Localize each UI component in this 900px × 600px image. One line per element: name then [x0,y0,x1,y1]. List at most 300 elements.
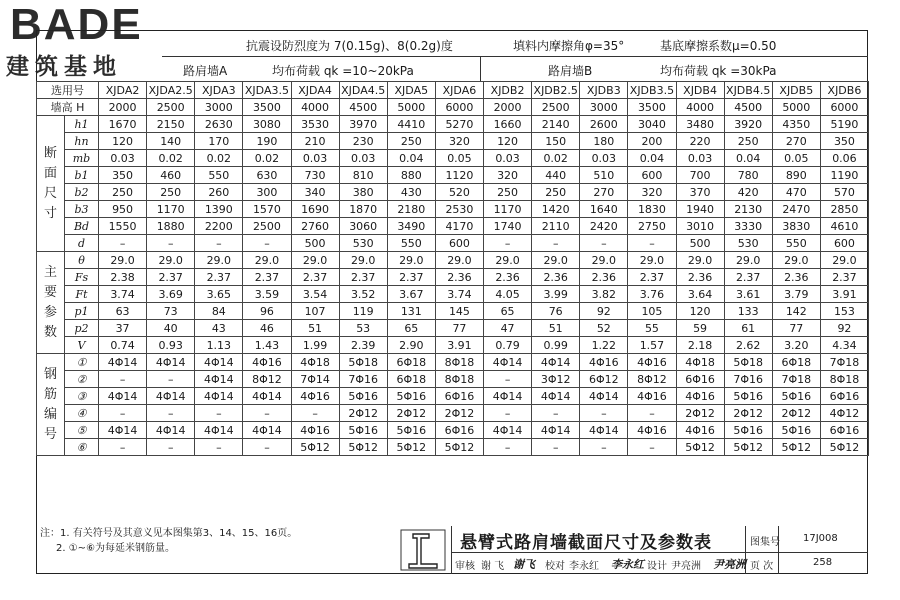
value-cell: 0.03 [580,150,628,167]
value-cell: 2Φ12 [772,405,820,422]
table-row [37,184,869,201]
value-cell: 1940 [676,201,724,218]
value-cell: 63 [99,303,147,320]
symbol-cell: ④ [65,405,99,422]
value-cell: 5Φ12 [387,439,435,456]
value-cell: – [580,235,628,252]
value-cell: 0.05 [772,150,820,167]
value-cell: 1.99 [291,337,339,354]
table-row [37,354,869,371]
value-cell: 2.18 [676,337,724,354]
table-row [37,422,869,439]
value-cell: 4Φ14 [147,388,195,405]
value-cell: 7Φ16 [724,371,772,388]
value-cell: 119 [339,303,387,320]
value-cell: 3.54 [291,286,339,303]
value-cell: 1830 [628,201,676,218]
value-cell: 0.02 [532,150,580,167]
value-cell: 29.0 [243,252,291,269]
height-cell: 4000 [291,99,339,116]
value-cell: 43 [195,320,243,337]
value-cell: 4Φ16 [676,388,724,405]
value-cell: 6Φ18 [772,354,820,371]
value-cell: 320 [628,184,676,201]
value-cell: 5Φ12 [820,439,868,456]
symbol-cell: ③ [65,388,99,405]
value-cell: 3.91 [820,286,868,303]
value-cell: 270 [580,184,628,201]
symbol-cell: p2 [65,320,99,337]
value-cell: 2180 [387,201,435,218]
value-cell: – [147,439,195,456]
table-row [37,167,869,184]
value-cell: 4Φ16 [243,354,291,371]
table-row [37,150,869,167]
symbol-cell: ⑥ [65,439,99,456]
model-cell: XJDB4 [676,82,724,99]
value-cell: 5Φ16 [387,388,435,405]
value-cell: 3490 [387,218,435,235]
value-cell: 350 [820,133,868,150]
model-header-cell: 选用号 [37,82,99,99]
symbol-cell: Fs [65,269,99,286]
value-cell: 65 [387,320,435,337]
value-cell: 630 [243,167,291,184]
value-cell: 200 [628,133,676,150]
value-cell: 4Φ14 [195,354,243,371]
value-cell: – [243,235,291,252]
value-cell: 4Φ14 [580,388,628,405]
value-cell: 2.37 [291,269,339,286]
value-cell: 4Φ14 [147,354,195,371]
value-cell: 5Φ16 [339,388,387,405]
symbol-cell: ① [65,354,99,371]
value-cell: 2.37 [724,269,772,286]
proofread-label: 校对 [545,561,565,572]
logo-subtitle: 建筑基地 [6,53,122,80]
value-cell: 6Φ16 [820,388,868,405]
proofreader-signature: 李永红 [611,558,644,571]
value-cell: 2Φ12 [676,405,724,422]
value-cell: 0.03 [484,150,532,167]
value-cell: 4Φ16 [580,354,628,371]
value-cell: 76 [532,303,580,320]
symbol-cell: b1 [65,167,99,184]
value-cell: 5Φ18 [339,354,387,371]
value-cell: 29.0 [99,252,147,269]
value-cell: 5Φ12 [291,439,339,456]
height-cell: 2500 [532,99,580,116]
value-cell: 5Φ16 [772,388,820,405]
value-cell: – [147,405,195,422]
value-cell: 6Φ18 [387,371,435,388]
value-cell: 53 [339,320,387,337]
atlas-number-label: 图集号 [750,537,780,548]
value-cell: 430 [387,184,435,201]
value-cell: 142 [772,303,820,320]
value-cell: – [243,405,291,422]
group-label-cell: 钢 筋 编 号 [37,354,65,456]
value-cell: 4Φ14 [532,388,580,405]
value-cell: 3830 [772,218,820,235]
value-cell: 170 [195,133,243,150]
value-cell: 3.20 [772,337,820,354]
symbol-cell: θ [65,252,99,269]
value-cell: 1420 [532,201,580,218]
value-cell: 140 [147,133,195,150]
value-cell: 2.36 [532,269,580,286]
value-cell: 1690 [291,201,339,218]
table-row [37,371,869,388]
value-cell: 2110 [532,218,580,235]
height-cell: 3000 [580,99,628,116]
value-cell: 4Φ14 [484,422,532,439]
design-label: 设计 [647,561,667,572]
reviewer-name: 谢 飞 [481,561,505,572]
value-cell: 2.37 [339,269,387,286]
value-cell: 29.0 [580,252,628,269]
height-header-cell: 墙高 H [37,99,99,116]
value-cell: 2.36 [772,269,820,286]
value-cell: 61 [724,320,772,337]
value-cell: 460 [147,167,195,184]
value-cell: 4Φ16 [628,422,676,439]
value-cell: 4Φ14 [580,422,628,439]
value-cell: 3.69 [147,286,195,303]
height-row [37,99,869,116]
value-cell: 1.43 [243,337,291,354]
symbol-cell: p1 [65,303,99,320]
wall-b-label: 路肩墙B [548,64,593,78]
value-cell: 105 [628,303,676,320]
value-cell: 0.03 [676,150,724,167]
table-row [37,133,869,150]
value-cell: 3.79 [772,286,820,303]
load-a-label: 均布荷载 qk =10~20kPa [272,64,414,78]
wall-section-icon [399,528,447,572]
value-cell: 84 [195,303,243,320]
value-cell: 5Φ16 [724,422,772,439]
value-cell: 420 [724,184,772,201]
value-cell: 270 [772,133,820,150]
height-cell: 4000 [676,99,724,116]
value-cell: 5Φ18 [724,354,772,371]
value-cell: 7Φ18 [772,371,820,388]
value-cell: 4Φ14 [99,388,147,405]
value-cell: 3040 [628,116,676,133]
value-cell: 1.22 [580,337,628,354]
value-cell: 2.37 [147,269,195,286]
symbol-cell: hn [65,133,99,150]
value-cell: 5Φ12 [339,439,387,456]
model-row [37,82,869,99]
value-cell: 1390 [195,201,243,218]
fill-friction-angle-text: 填料内摩擦角φ=35° [513,39,625,53]
value-cell: 4610 [820,218,868,235]
value-cell: 4Φ18 [291,354,339,371]
value-cell: 2.38 [99,269,147,286]
value-cell: 5Φ16 [724,388,772,405]
value-cell: 4Φ14 [195,422,243,439]
value-cell: 133 [724,303,772,320]
value-cell: 1870 [339,201,387,218]
base-friction-text: 基底摩擦系数μ=0.50 [660,39,777,53]
value-cell: 510 [580,167,628,184]
value-cell: 4Φ16 [291,388,339,405]
value-cell: – [99,235,147,252]
value-cell: 4Φ16 [628,354,676,371]
model-cell: XJDB3 [580,82,628,99]
value-cell: 530 [339,235,387,252]
value-cell: 0.05 [435,150,483,167]
height-cell: 2000 [484,99,532,116]
value-cell: 29.0 [291,252,339,269]
value-cell: 96 [243,303,291,320]
value-cell: 2470 [772,201,820,218]
value-cell: 2130 [724,201,772,218]
table-row [37,337,869,354]
value-cell: 250 [532,184,580,201]
value-cell: 29.0 [339,252,387,269]
value-cell: – [484,439,532,456]
value-cell: – [147,235,195,252]
value-cell: 3.99 [532,286,580,303]
symbol-cell: Ft [65,286,99,303]
value-cell: 470 [772,184,820,201]
value-cell: 4Φ14 [243,422,291,439]
table-row [37,286,869,303]
value-cell: 880 [387,167,435,184]
value-cell: 5Φ16 [339,422,387,439]
value-cell: – [628,439,676,456]
symbol-cell: V [65,337,99,354]
value-cell: 320 [435,133,483,150]
model-cell: XJDA4 [291,82,339,99]
model-cell: XJDA3 [195,82,243,99]
symbol-cell: Bd [65,218,99,235]
value-cell: 250 [484,184,532,201]
value-cell: 2.37 [628,269,676,286]
value-cell: 2530 [435,201,483,218]
value-cell: – [484,235,532,252]
value-cell: 4Φ14 [195,388,243,405]
value-cell: 6Φ16 [435,422,483,439]
value-cell: 4Φ14 [532,354,580,371]
value-cell: 4Φ18 [676,354,724,371]
value-cell: 47 [484,320,532,337]
value-cell: 73 [147,303,195,320]
value-cell: 29.0 [387,252,435,269]
value-cell: 29.0 [195,252,243,269]
height-cell: 2000 [99,99,147,116]
value-cell: 4Φ16 [676,422,724,439]
value-cell: 8Φ18 [435,371,483,388]
value-cell: 5190 [820,116,868,133]
value-cell: 810 [339,167,387,184]
value-cell: 5Φ12 [676,439,724,456]
value-cell: 5Φ16 [772,422,820,439]
value-cell: 5Φ12 [724,439,772,456]
value-cell: 4Φ16 [628,388,676,405]
note-line-1: 注：1. 有关符号及其意义见本图集第3、14、15、16页。 [40,528,298,539]
value-cell: 0.04 [724,150,772,167]
value-cell: 8Φ12 [628,371,676,388]
height-cell: 3500 [243,99,291,116]
value-cell: 2140 [532,116,580,133]
value-cell: 380 [339,184,387,201]
height-cell: 4500 [724,99,772,116]
value-cell: 0.02 [147,150,195,167]
value-cell: 220 [676,133,724,150]
value-cell: 2.37 [820,269,868,286]
value-cell: 1640 [580,201,628,218]
value-cell: 3080 [243,116,291,133]
table-row [37,252,869,269]
value-cell: 2.36 [484,269,532,286]
value-cell: 210 [291,133,339,150]
reviewer-signature: 谢飞 [513,558,535,571]
value-cell: 3.67 [387,286,435,303]
value-cell: 890 [772,167,820,184]
value-cell: 107 [291,303,339,320]
value-cell: 3.52 [339,286,387,303]
value-cell: 6Φ16 [820,422,868,439]
table-row [37,439,869,456]
designer-signature: 尹亮洲 [713,558,746,571]
value-cell: 0.02 [243,150,291,167]
value-cell: 550 [387,235,435,252]
value-cell: 730 [291,167,339,184]
value-cell: 8Φ12 [243,371,291,388]
value-cell: 2.37 [387,269,435,286]
value-cell: 4Φ14 [99,422,147,439]
height-cell: 2500 [147,99,195,116]
value-cell: 260 [195,184,243,201]
value-cell: 6Φ16 [676,371,724,388]
value-cell: 0.06 [820,150,868,167]
value-cell: 2600 [580,116,628,133]
table-row [37,218,869,235]
value-cell: 4Φ14 [195,371,243,388]
value-cell: – [291,405,339,422]
value-cell: 65 [484,303,532,320]
value-cell: 250 [147,184,195,201]
value-cell: 180 [580,133,628,150]
value-cell: 1120 [435,167,483,184]
value-cell: 2Φ12 [339,405,387,422]
value-cell: 4Φ14 [147,422,195,439]
value-cell: 5Φ16 [387,422,435,439]
value-cell: 3060 [339,218,387,235]
value-cell: 3.74 [435,286,483,303]
notes [40,526,297,556]
value-cell: 4410 [387,116,435,133]
value-cell: – [195,405,243,422]
value-cell: 4Φ14 [484,388,532,405]
table-row [37,405,869,422]
value-cell: 7Φ16 [339,371,387,388]
value-cell: – [580,439,628,456]
value-cell: 0.04 [387,150,435,167]
value-cell: 1660 [484,116,532,133]
value-cell: 2.37 [243,269,291,286]
value-cell: 230 [339,133,387,150]
value-cell: 29.0 [628,252,676,269]
note-line-2: 2. ①~⑥为每延米钢筋量。 [56,543,176,554]
value-cell: 2.90 [387,337,435,354]
table-row [37,235,869,252]
value-cell: 500 [291,235,339,252]
value-cell: 2.36 [435,269,483,286]
value-cell: – [99,439,147,456]
value-cell: 0.03 [339,150,387,167]
value-cell: 340 [291,184,339,201]
table-row [37,388,869,405]
value-cell: 3330 [724,218,772,235]
value-cell: – [484,371,532,388]
value-cell: 29.0 [435,252,483,269]
value-cell: 2420 [580,218,628,235]
value-cell: 0.74 [99,337,147,354]
value-cell: 350 [99,167,147,184]
model-cell: XJDB3.5 [629,83,675,97]
value-cell: 2.39 [339,337,387,354]
group-label-cell: 主 要 参 数 [37,252,65,354]
value-cell: 600 [435,235,483,252]
value-cell: 550 [772,235,820,252]
value-cell: – [532,439,580,456]
value-cell: 3.74 [99,286,147,303]
symbol-cell: h1 [65,116,99,133]
value-cell: 29.0 [532,252,580,269]
model-cell: XJDA3.5 [243,82,291,99]
model-cell: XJDB2.5 [533,83,578,97]
value-cell: 0.99 [532,337,580,354]
value-cell: 0.03 [291,150,339,167]
height-cell: 3500 [628,99,676,116]
value-cell: 1.13 [195,337,243,354]
value-cell: 46 [243,320,291,337]
wall-a-label: 路肩墙A [183,64,228,78]
value-cell: 29.0 [820,252,868,269]
value-cell: 3.61 [724,286,772,303]
title-block [393,526,868,574]
value-cell: 3010 [676,218,724,235]
height-cell: 3000 [195,99,243,116]
table-row [37,201,869,218]
model-cell: XJDA4.5 [339,82,387,99]
value-cell: 3480 [676,116,724,133]
drawing-title: 悬臂式路肩墙截面尺寸及参数表 [460,533,712,553]
value-cell: 59 [676,320,724,337]
value-cell: 150 [532,133,580,150]
symbol-cell: d [65,235,99,252]
value-cell: 55 [628,320,676,337]
value-cell: 3Φ12 [532,371,580,388]
value-cell: 29.0 [724,252,772,269]
value-cell: 1170 [147,201,195,218]
value-cell: – [532,405,580,422]
value-cell: 0.79 [484,337,532,354]
height-cell: 4500 [339,99,387,116]
value-cell: 1740 [484,218,532,235]
value-cell: 440 [532,167,580,184]
model-cell: XJDA2.5 [147,82,195,99]
value-cell: – [243,439,291,456]
height-cell: 5000 [387,99,435,116]
value-cell: 77 [435,320,483,337]
value-cell: 8Φ18 [820,371,868,388]
